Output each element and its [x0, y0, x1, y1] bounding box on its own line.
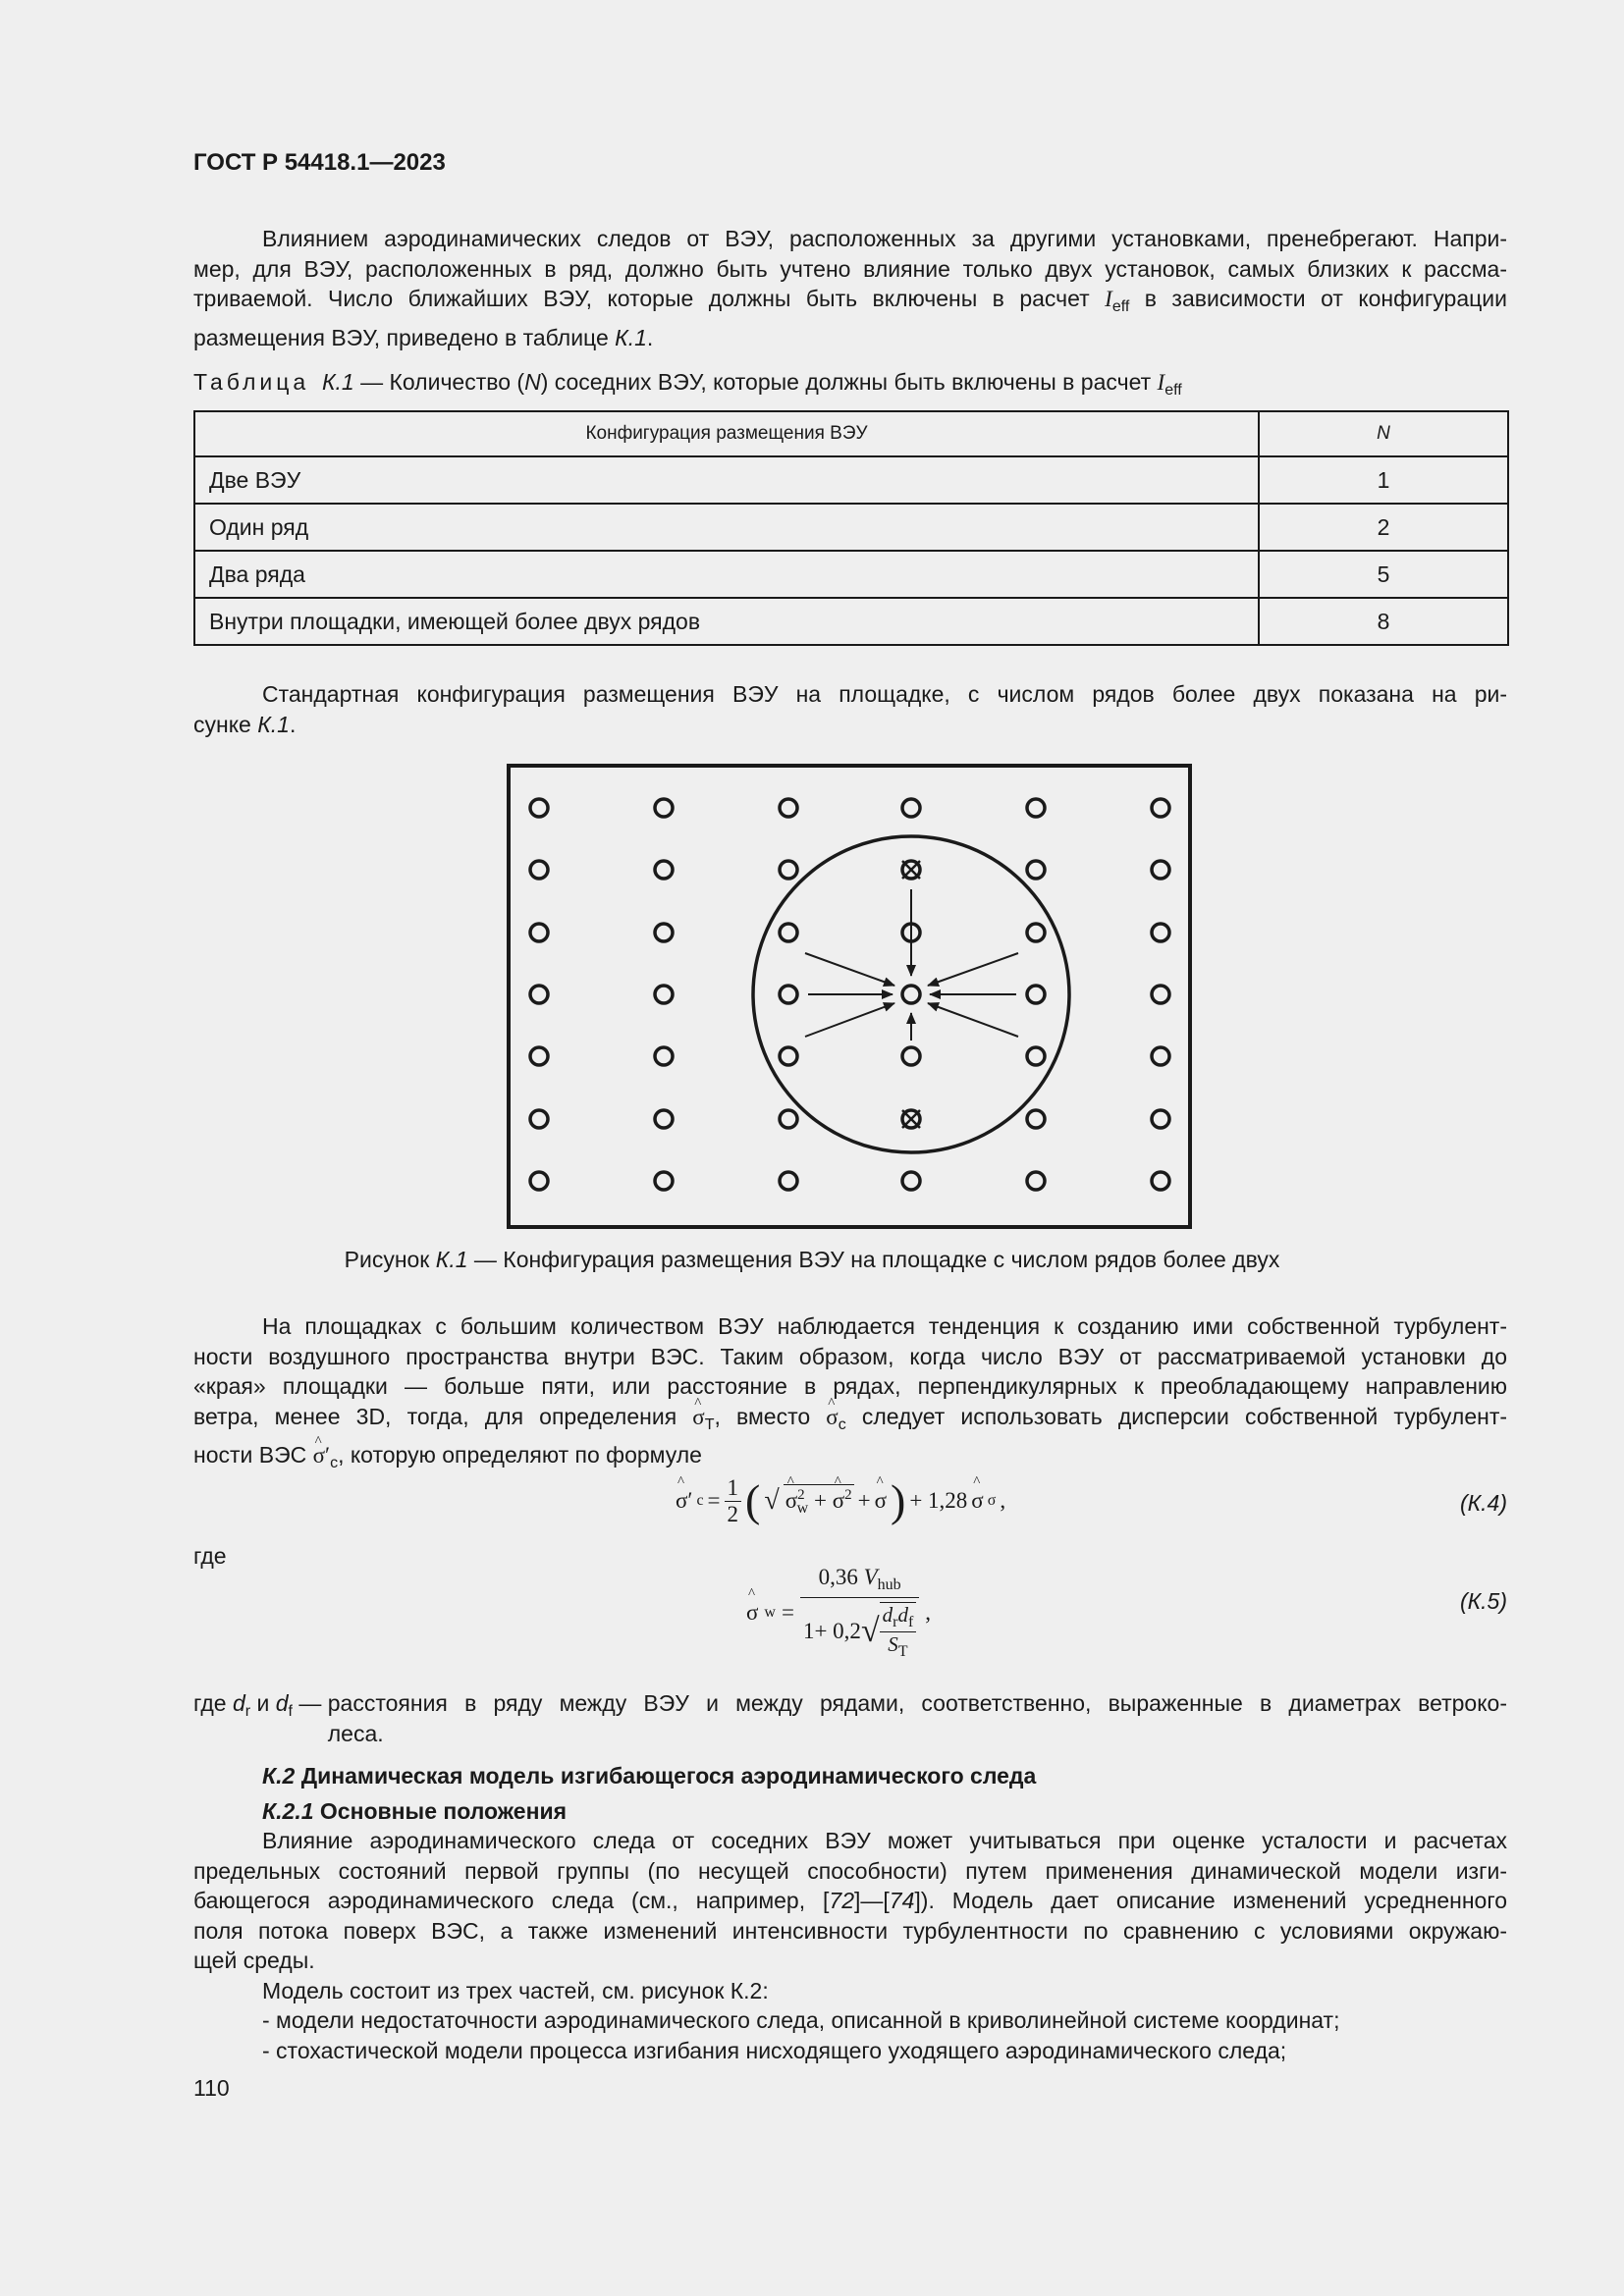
definition-text: расстояния в ряду между ВЭУ и между рядами, соответственно, выраженные в диаметрах ветроко- леса.: [327, 1690, 1507, 1746]
paren-open: (: [745, 1475, 761, 1525]
paragraph-line: Модель состоит из трех частей, см. рисунок К.2:: [262, 1977, 769, 2003]
turbine-marker: [1027, 924, 1045, 941]
section-heading-k21: К.2.1 Основные положения: [262, 1798, 568, 1824]
equation-k4: ^ σ′ c = $\frac{1}{2}$ ( √ ^ $\sigma^2_w$ + ^ $\sigma^2$ + ^ σ ) + 1,28 ^ σ σ ,: [676, 1467, 1005, 1535]
turbine-marker: [530, 1172, 548, 1190]
paragraph-line: поля потока поверх ВЭС, а также изменений интенсивности турбулентности по сравнению с условиями окружаю-: [193, 1917, 1507, 1944]
radicand: ^ $\sigma^2_w$ + ^ $\sigma^2$: [784, 1484, 854, 1518]
influence-arrow: [928, 953, 1018, 986]
turbine-marker: [1152, 1110, 1169, 1128]
turbine-marker: [780, 924, 797, 941]
influence-arrows: [805, 889, 1018, 1041]
turbine-marker: [655, 1110, 673, 1128]
paren-close: ): [890, 1475, 906, 1525]
turbine-marker: [780, 1172, 797, 1190]
turbine-marker: [1027, 1172, 1045, 1190]
turbine-marker: [655, 986, 673, 1003]
turbine-marker: [1152, 924, 1169, 941]
turbine-marker: [780, 1047, 797, 1065]
turbine-marker: [1027, 861, 1045, 879]
table-row: [194, 598, 1508, 645]
paragraph-line: бающегося аэродинамического следа (см., например, [72]—[74]). Модель дает описание изменений усредненного: [193, 1888, 1507, 1913]
turbine-marker: [1152, 986, 1169, 1003]
turbine-marker: [1027, 799, 1045, 817]
turbine-marker: [1152, 1172, 1169, 1190]
turbine-marker: [530, 986, 548, 1003]
table-cell-config: Внутри площадки, имеющей более двух рядов: [194, 598, 1259, 645]
k5-fraction: 0,36 $V_{hub}$ 1+ 0,2 √ $\frac{d_rd_f}{S_T}$: [800, 1565, 919, 1661]
influence-circle: [753, 836, 1069, 1152]
document-header: ГОСТ Р 54418.1—2023: [193, 149, 446, 176]
table-header-n: N: [1259, 411, 1508, 456]
table-row: [194, 456, 1508, 504]
turbine-marker: [1152, 799, 1169, 817]
equation-k5: ^ σ w = 0,36 $V_{hub}$ 1+ 0,2 √ $\frac{d_rd_f}{S_T}$ ,: [746, 1565, 931, 1661]
table-cell-n: 1: [1259, 456, 1508, 504]
paragraph-line: Влияние аэродинамического следа от соседних ВЭУ может учитываться при оценке усталости и расчетах: [262, 1828, 1507, 1853]
equation-number-k4: (К.4): [1459, 1490, 1507, 1516]
radical-sign: √: [860, 1613, 880, 1649]
turbine-marker: [780, 799, 797, 817]
table-header-config: Конфигурация размещения ВЭУ: [194, 411, 1259, 456]
turbine-marker: [655, 924, 673, 941]
table-header-row: [194, 411, 1508, 456]
turbine-marker: [780, 1110, 797, 1128]
paragraph-line: ветра, менее 3D, тогда, для определения ^ $\sigma_T$, вместо ^ $\sigma_c$ следует использовать дисперсии собственной турбулент-: [193, 1402, 1507, 1441]
influence-arrow: [805, 1003, 894, 1037]
paragraph-line: предельных состояний первой группы (по несущей способности) путем применения динамической модели изги-: [193, 1857, 1507, 1884]
turbine-marker: [1152, 1047, 1169, 1065]
intro-line: триваемой. Число ближайших ВЭУ, которые должны быть включены в расчет $I_{eff}$ в зависимости от конфигурации: [193, 286, 1507, 315]
influence-arrow: [805, 953, 894, 986]
table-row: [194, 551, 1508, 598]
table-cell-n: 2: [1259, 504, 1508, 551]
turbine-marker: [530, 1047, 548, 1065]
turbine-layout-figure: [507, 764, 1192, 1229]
turbine-marker: [1027, 1047, 1045, 1065]
radical-sign: √: [764, 1485, 780, 1516]
table-cell-n: 8: [1259, 598, 1508, 645]
turbine-marker: [780, 986, 797, 1003]
wake-model-paragraph: [193, 1826, 1507, 2065]
list-item: - модели недостаточности аэродинамического следа, описанной в криволинейной системе координат;: [262, 2007, 1340, 2033]
variable-definition: [193, 1688, 1507, 1748]
equation-number-k5: (К.5): [1459, 1588, 1507, 1614]
paragraph-line: Стандартная конфигурация размещения ВЭУ на площадке, с числом рядов более двух показана на ри-: [262, 681, 1507, 707]
turbine-marker: [655, 1172, 673, 1190]
turbulence-paragraph: [193, 1311, 1507, 1479]
list-item: - стохастической модели процесса изгибания нисходящего уходящего аэродинамического следа;: [262, 2037, 1287, 2063]
where-label: где: [193, 1543, 227, 1569]
table-cell-n: 5: [1259, 551, 1508, 598]
intro-line: Влиянием аэродинамических следов от ВЭУ, расположенных за другими установками, пренебрегают. Напри-: [262, 226, 1507, 251]
definition-term: где $d_r$ и $d_f$ —: [193, 1690, 322, 1720]
paragraph-line: щей среды.: [193, 1948, 315, 1973]
turbine-marker: [780, 861, 797, 879]
paragraph-line: «края» площадки — больше пяти, или расстояние в рядах, перпендикулярных к преобладающему направлению: [193, 1373, 1507, 1399]
table-cell-config: Один ряд: [194, 504, 1259, 551]
figure-caption: Рисунок К.1 — Конфигурация размещения ВЭУ на площадке с числом рядов более двух: [344, 1247, 1280, 1272]
turbine-marker: [902, 799, 920, 817]
turbine-marker: [655, 1047, 673, 1065]
paragraph-line: ности ВЭС ^ $\sigma'_c$, которую определяют по формуле: [193, 1440, 1507, 1479]
turbine-marker: [530, 924, 548, 941]
turbine-marker: [1027, 986, 1045, 1003]
turbine-marker: [1152, 861, 1169, 879]
turbine-marker: [655, 861, 673, 879]
page-number: 110: [193, 2075, 230, 2101]
figure-frame: [509, 766, 1190, 1227]
turbine-marker: [902, 1047, 920, 1065]
section-heading-k2: К.2 Динамическая модель изгибающегося аэродинамического следа: [262, 1763, 1037, 1789]
paragraph-line: На площадках с большим количеством ВЭУ наблюдается тенденция к созданию ими собственной турбулент-: [262, 1313, 1507, 1339]
turbine-marker: [530, 799, 548, 817]
turbine-marker: [530, 861, 548, 879]
turbine-marker: [902, 1172, 920, 1190]
intro-line: мер, для ВЭУ, расположенных в ряд, должно быть учтено влияние только двух установок, самых близких к рассма-: [193, 255, 1507, 282]
table-cell-config: Две ВЭУ: [194, 456, 1259, 504]
turbine-marker: [530, 1110, 548, 1128]
table-cell-config: Два ряда: [194, 551, 1259, 598]
turbine-marker: [655, 799, 673, 817]
standard-config-paragraph: [193, 679, 1507, 739]
turbine-marker: [1027, 1110, 1045, 1128]
influence-arrow: [928, 1003, 1018, 1037]
paragraph-line: сунке К.1.: [193, 711, 297, 737]
table-row: [194, 504, 1508, 551]
paragraph-line: ности воздушного пространства внутри ВЭС. Таким образом, когда число ВЭУ от рассматриваемой установки до: [193, 1343, 1507, 1369]
intro-paragraph: [193, 224, 1507, 352]
turbine-marker: [902, 986, 920, 1003]
table-caption: Таблица К.1 — Количество (N) соседних ВЭУ, которые должны быть включены в расчет $I_{eff}$: [193, 369, 1182, 399]
neighbor-count-table: [193, 410, 1509, 646]
intro-line: размещения ВЭУ, приведено в таблице К.1.: [193, 324, 654, 350]
